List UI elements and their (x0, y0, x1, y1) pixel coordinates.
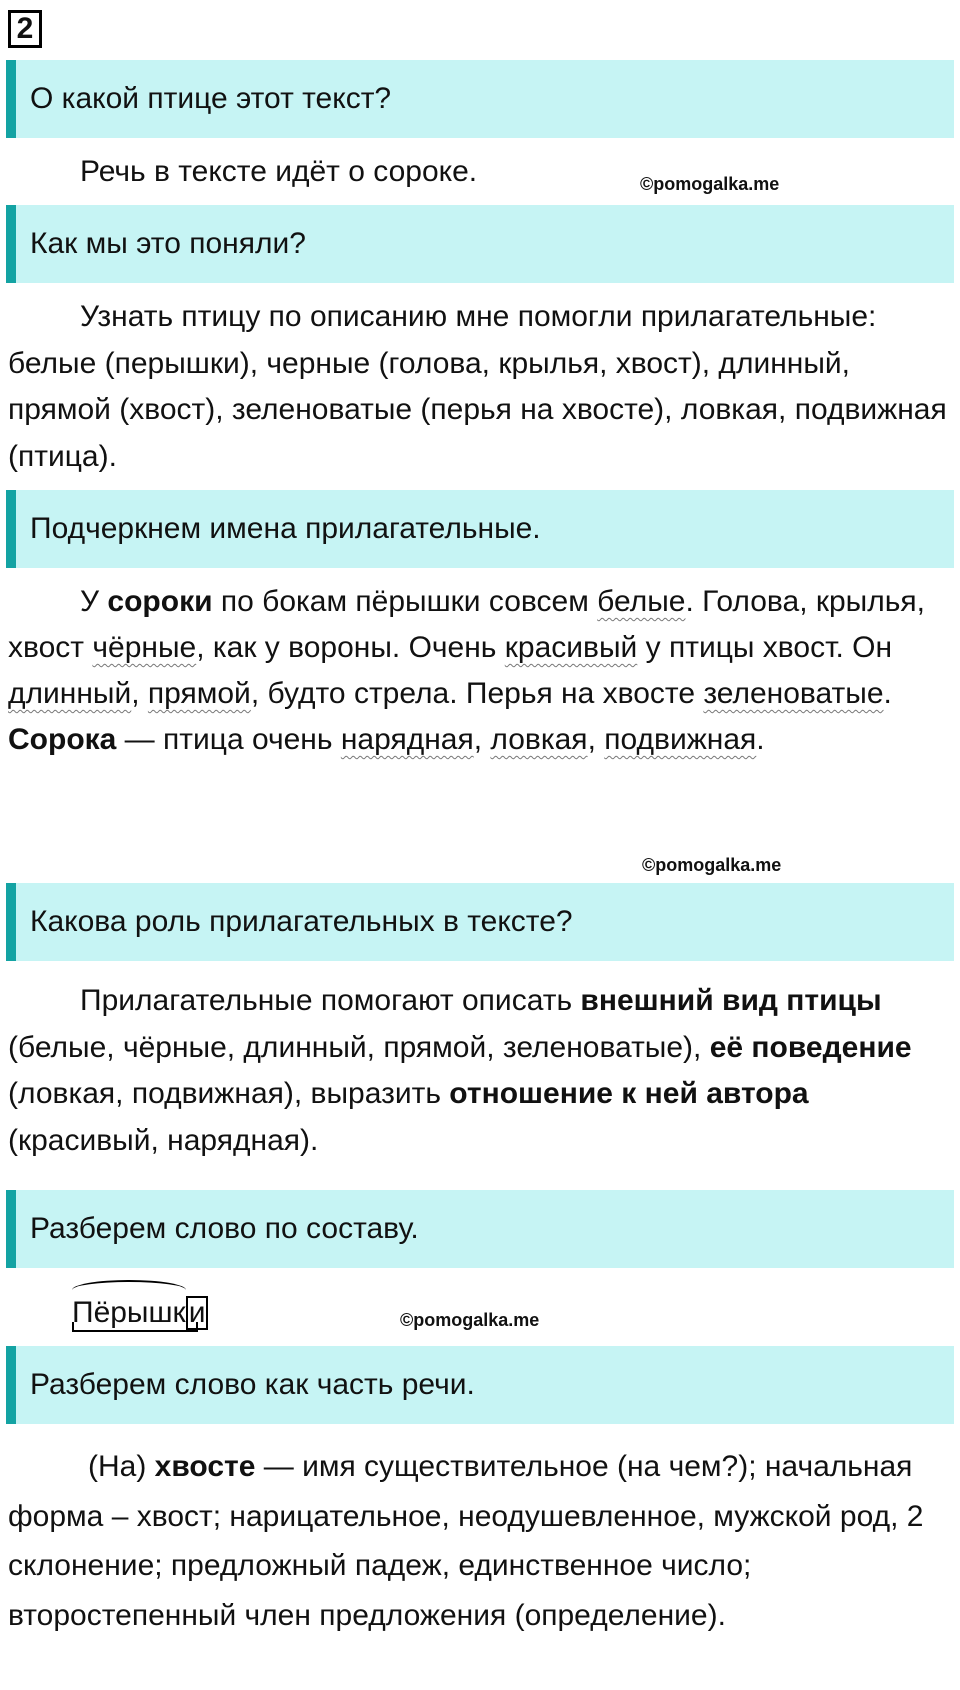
question-3-bar (6, 490, 954, 568)
task-number: 2 (8, 10, 42, 48)
question-1-bar (6, 60, 954, 138)
emphasis-behavior: её поведение (709, 1030, 912, 1064)
answer-2-text: Узнать птицу по описанию мне помогли прилагательные: белые (перышки), черные (голова, крылья, хвост), длинный, прямой (хвост), зеленоватые (перья на хвосте), ловкая, подвижная (птица). (8, 300, 947, 473)
adjective-dlinny: длинный (8, 677, 132, 710)
root-arc (72, 1280, 186, 1300)
emphasis-author-attitude: отношение к ней автора (449, 1077, 809, 1110)
emphasis-appearance: внешний вид птицы (580, 984, 882, 1017)
question-4-bar (6, 883, 954, 961)
question-6-text: Разберем слово как часть речи. (30, 1368, 475, 1401)
word-root: Пёрышк (72, 1288, 186, 1338)
question-5-text: Разберем слово по составу. (30, 1212, 419, 1245)
answer-1-text: Речь в тексте идёт о сороке. (80, 155, 478, 188)
morpheme-parse (72, 1288, 208, 1338)
adjective-zelenovatye: зеленоватые (703, 677, 884, 710)
question-2-bar (6, 205, 954, 283)
subject-soroka: Сорока (8, 723, 117, 756)
watermark-1: ©pomogalka.me (640, 174, 780, 194)
answer-4: Прилагательные помогают описать внешний вид птицы (белые, чёрные, длинный, прямой, зеленоватые), её поведение (ловкая, подвижная), выразить отношение к ней автора (красивый, нарядная). (8, 984, 912, 1157)
adjective-belye: белые (597, 585, 686, 618)
answer-2 (8, 294, 948, 480)
adjective-krasivy: красивый (504, 631, 638, 664)
question-2-text: Как мы это поняли? (30, 227, 306, 260)
question-5-bar (6, 1190, 954, 1268)
question-4-text: Какова роль прилагательных в тексте? (30, 905, 573, 938)
adjective-lovkaya: ловкая (490, 723, 588, 756)
watermark-3: ©pomogalka.me (400, 1310, 540, 1330)
subject-soroki: сороки (107, 585, 213, 618)
adjective-chernye: чёрные (92, 631, 197, 664)
answer-6: (На) хвосте — имя существительное (на чем?); начальная форма – хвост; нарицательное, неодушевленное, мужской род, 2 склонение; предложный падеж, единственное число; второстепенный член предложения (определение). (8, 1450, 924, 1632)
adjective-naryadnaya: нарядная (340, 723, 474, 756)
question-3-text: Подчеркнем имена прилагательные. (30, 512, 541, 545)
watermark-2: ©pomogalka.me (642, 855, 782, 875)
word-ending-box: и (186, 1296, 209, 1330)
adjective-pryamoy: прямой (147, 677, 251, 710)
answer-1 (8, 147, 948, 197)
analyzed-word: хвосте (154, 1450, 256, 1483)
question-6-bar (6, 1346, 954, 1424)
question-1-text: О какой птице этот текст? (30, 82, 392, 115)
adjective-podvizhnaya: подвижная (604, 723, 757, 756)
passage-with-adjectives: У сороки по бокам пёрышки совсем белые. Голова, крылья, хвост чёрные, как у вороны. Очень красивый у птицы хвост. Он длинный, прямой, будто стрела. Перья на хвосте зеленоватые. Сорока — птица очень нарядная, ловкая, подвижная. (8, 585, 925, 756)
